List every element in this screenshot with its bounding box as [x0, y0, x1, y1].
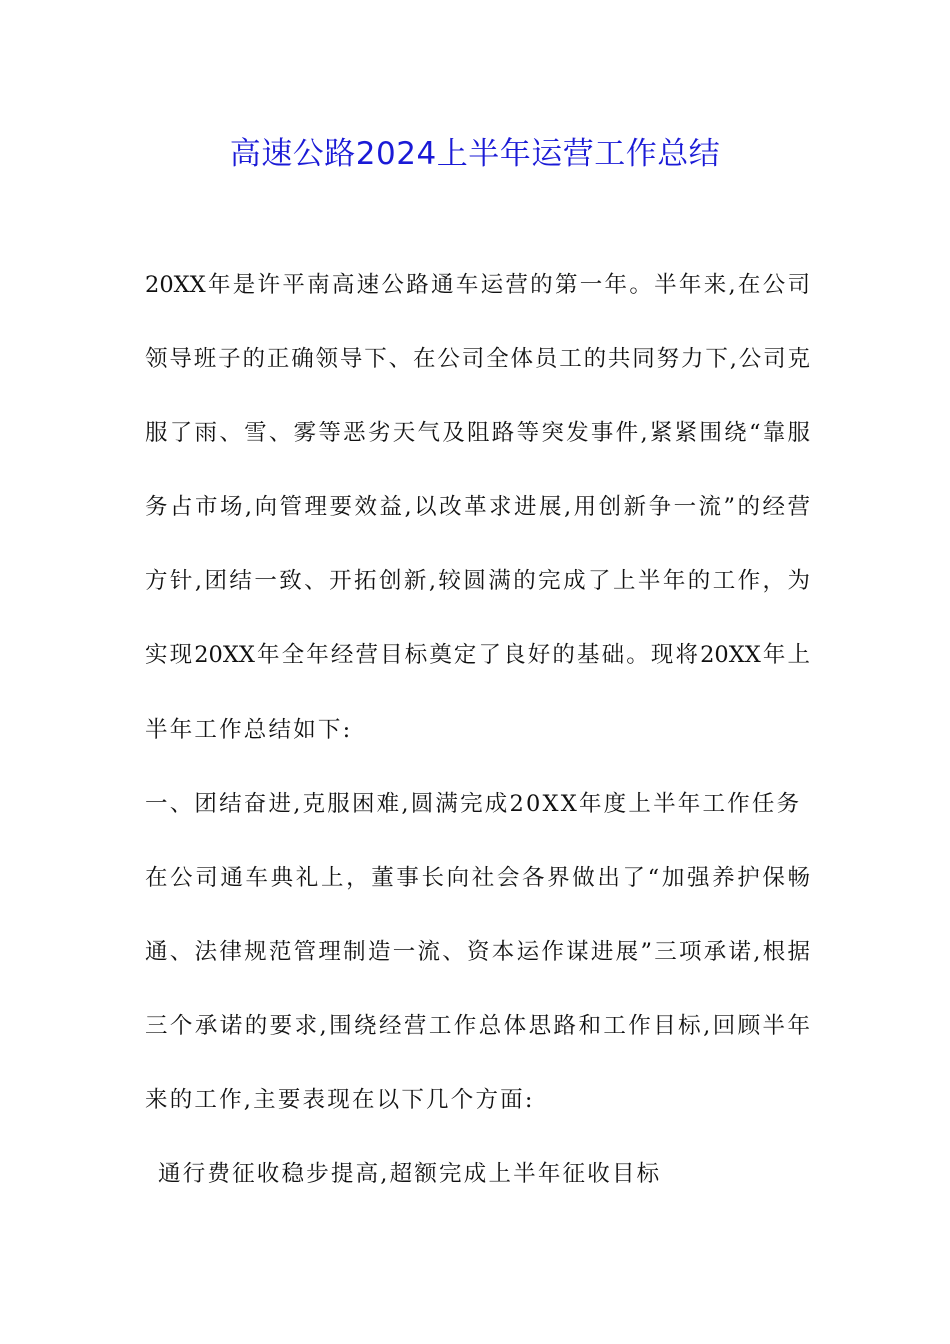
- paragraph-line: 来的工作,主要表现在以下几个方面:: [145, 1087, 535, 1114]
- section-heading: 一、团结奋进,克服困难,圆满完成20XX年度上半年工作任务: [145, 790, 802, 817]
- document-body: [145, 262, 810, 1225]
- paragraph-line: 领导班子的正确领导下、在公司全体员工的共同努力下,公司克: [145, 346, 810, 373]
- paragraph-line: 在公司通车典礼上，董事长向社会各界做出了“加强养护保畅: [145, 864, 810, 891]
- paragraph-line: 服了雨、雪、雾等恶劣天气及阻路等突发事件,紧紧围绕“靠服: [145, 420, 810, 447]
- paragraph-line: 20XX年是许平南高速公路通车运营的第一年。半年来,在公司: [145, 272, 810, 298]
- paragraph-line: 通、法律规范管理制造一流、资本运作谋进展”三项承诺,根据: [145, 938, 810, 965]
- subsection-heading: 通行费征收稳步提高,超额完成上半年征收目标: [158, 1161, 662, 1188]
- paragraph-line: 实现20XX年全年经营目标奠定了良好的基础。现将20XX年上: [145, 642, 810, 669]
- paragraph-line: 半年工作总结如下:: [145, 716, 353, 743]
- paragraph-line: 方针,团结一致、开拓创新,较圆满的完成了上半年的工作，为: [145, 568, 810, 595]
- paragraph-line: 三个承诺的要求,围绕经营工作总体思路和工作目标,回顾半年: [145, 1012, 810, 1039]
- paragraph-line: 务占市场,向管理要效益,以改革求进展,用创新争一流”的经营: [145, 494, 810, 521]
- document-title: 高速公路2024上半年运营工作总结: [229, 136, 721, 172]
